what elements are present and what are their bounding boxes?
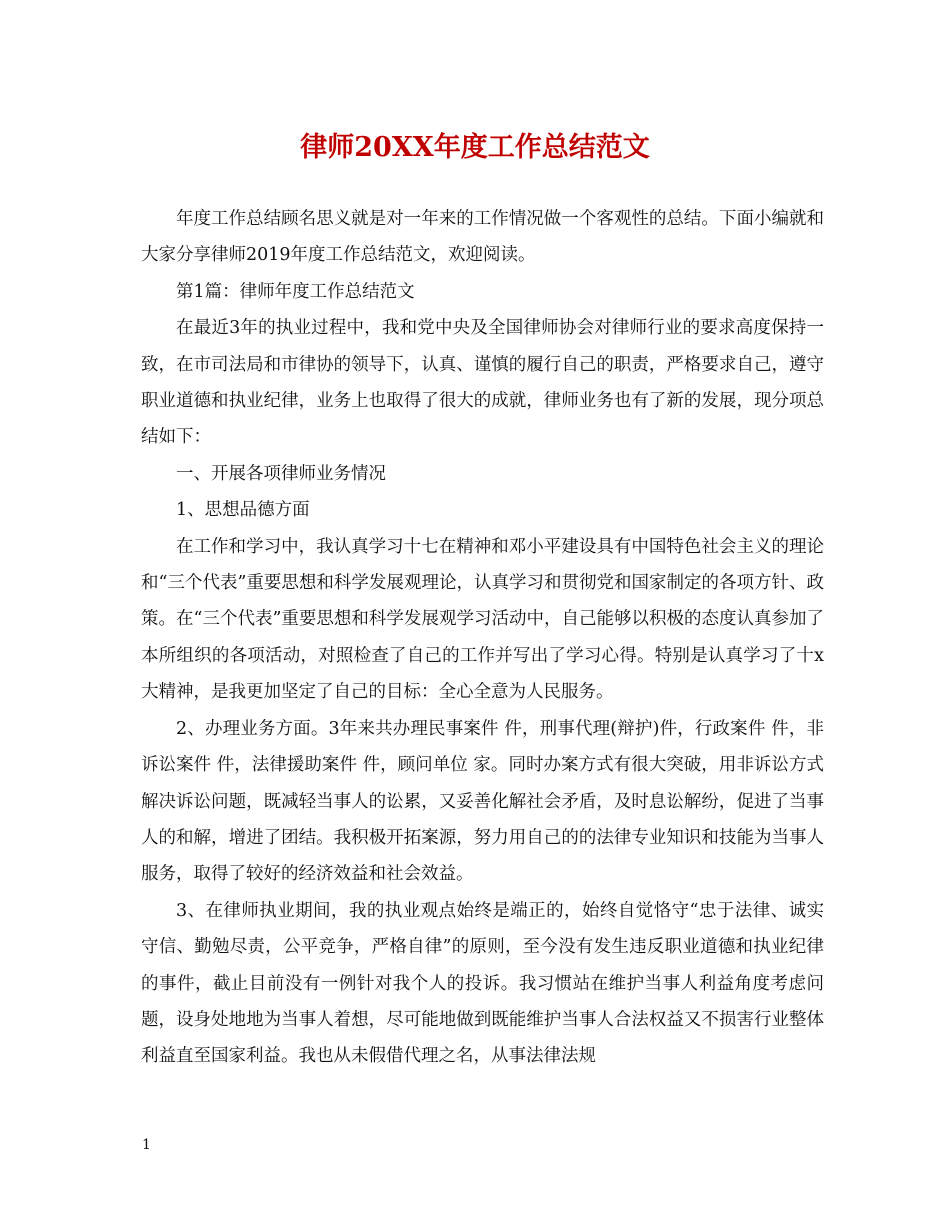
page-number: 1 (142, 1137, 151, 1153)
paragraph-heading-part1: 第1篇：律师年度工作总结范文 (176, 281, 415, 302)
paragraph-section-heading: 一、开展各项律师业务情况 (176, 463, 386, 484)
paragraph-subheading-ethics: 1、思想品德方面 (176, 500, 310, 521)
paragraph-business: 2、办理业务方面。3年来共办理民事案件 件，刑事代理(辩护)件，行政案件 件，非诉讼案件 件，法律援助案件 件，顾问单位 家。同时办案方式有很大突破，用非诉讼方式解决诉讼问题，既减轻当事人的讼累，又妥善化解社会矛盾，及时息讼解纷，促进了当事人的和解，增进了团结。我积极开拓案源，努力用自己的的法律专业知识和技能为当事人服务，取得了较好的经济效益和社会效益。 (141, 718, 824, 885)
document-body (141, 201, 824, 1075)
paragraph-conduct: 3、在律师执业期间，我的执业观点始终是端正的，始终自觉恪守“忠于法律、诚实守信、勤勉尽责，公平竞争，严格自律”的原则，至今没有发生违反职业道德和执业纪律的事件，截止目前没有一例针对我个人的投诉。我习惯站在维护当事人利益角度考虑问题，设身处地地为当事人着想，尽可能地做到既能维护当事人合法权益又不损害行业整体利益直至国家利益。我也从未假借代理之名，从事法律法规 (141, 900, 824, 1067)
paragraph-overview: 在最近3年的执业过程中，我和党中央及全国律师协会对律师行业的要求高度保持一致，在市司法局和市律协的领导下，认真、谨慎的履行自己的职责，严格要求自己，遵守职业道德和执业纪律，业务上也取得了很大的成就，律师业务也有了新的发展，现分项总结如下： (141, 318, 824, 448)
document-title: 律师20XX年度工作总结范文 (300, 132, 650, 163)
paragraph-ethics: 在工作和学习中，我认真学习十七在精神和邓小平建设具有中国特色社会主义的理论和“三个代表”重要思想和科学发展观理论，认真学习和贯彻党和国家制定的各项方针、政策。在“三个代表”重要思想和科学发展观学习活动中，自己能够以积极的态度认真参加了本所组织的各项活动，对照检查了自己的工作并写出了学习心得。特别是认真学习了十x大精神，是我更加坚定了自己的目标：全心全意为人民服务。 (141, 536, 824, 703)
paragraph-intro: 年度工作总结顾名思义就是对一年来的工作情况做一个客观性的总结。下面小编就和大家分享律师2019年度工作总结范文，欢迎阅读。 (141, 209, 824, 266)
